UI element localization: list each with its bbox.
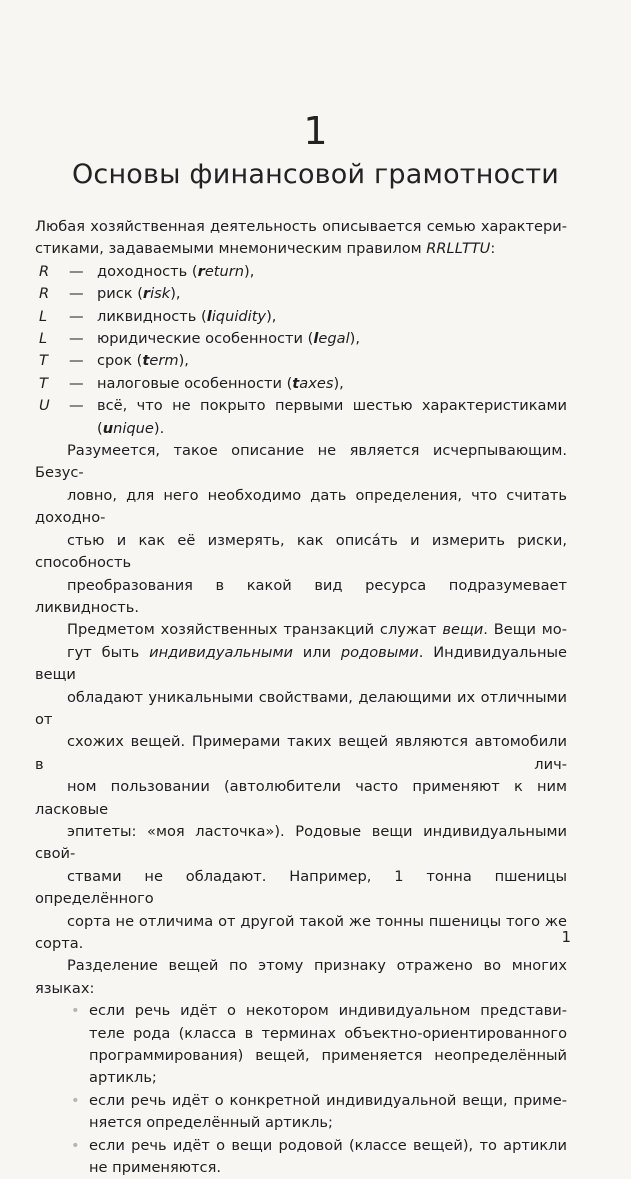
text-line: стиками, задаваемыми мнемоническим правилом RRLLTTU: <box>35 240 496 258</box>
text-line: ловно, для него необходимо дать определения, что считать доходно- <box>35 486 567 527</box>
text-line: Любая хозяйственная деятельность описывается семью характери- <box>35 218 567 235</box>
mnemonic-rule: RRLLTTU <box>426 240 491 258</box>
intro-paragraph <box>35 216 567 261</box>
text-line: ном пользовании (автолюбители часто применяют к ним ласковые <box>35 778 567 818</box>
list-item: • если речь идёт о конкретной индивидуальной вещи, приме- няется определённый артикль; <box>35 1090 567 1135</box>
text-line: обладают уникальными свойствами, делающими их отличными от <box>35 688 567 728</box>
page-body <box>35 216 567 1179</box>
bullet-icon: • <box>71 1136 80 1154</box>
text-line: стью и как её измерять, как описáть и измерить риски, способность <box>35 531 567 572</box>
mnemonic-list <box>35 261 567 440</box>
text-line: схожих вещей. Примерами таких вещей являются автомобили в лич- <box>35 733 567 773</box>
text-line: Разделение вещей по этому признаку отражено во многих языках: <box>35 957 567 997</box>
text-line: ствами не обладают. Например, 1 тонна пшеницы определённого <box>35 867 567 908</box>
bullet-icon: • <box>71 1091 80 1109</box>
text-line: эпитеты: «моя ласточка»). Родовые вещи индивидуальными свой- <box>35 822 567 863</box>
list-item: T — срок (term), <box>39 352 189 370</box>
list-item: • если речь идёт о вещи родовой (классе вещей), то артикли не применяются. <box>35 1135 567 1179</box>
list-item: R — риск (risk), <box>39 285 181 303</box>
text-line: сорта не отличима от другой такой же тонны пшеницы того же сорта. <box>35 912 567 952</box>
list-item: R — доходность (return), <box>39 262 255 280</box>
page-number: 1 <box>561 928 571 946</box>
paragraph-description <box>35 440 567 619</box>
list-item: L — ликвидность (liquidity), <box>39 307 277 325</box>
text-line: гут быть индивидуальными или родовыми. Индивидуальные вещи <box>35 643 567 684</box>
list-item: T — налоговые особенности (taxes), <box>39 374 344 392</box>
chapter-title: Основы финансовой грамотности <box>71 159 560 190</box>
text-line: Предметом хозяйственных транзакций служат вещи. Вещи мо- <box>67 621 567 639</box>
bullet-icon: • <box>71 1002 80 1020</box>
text-line: Разумеется, такое описание не является исчерпывающим. Безус- <box>35 442 567 482</box>
list-item: U — всё, что не покрыто первыми шестью характеристиками (unique). <box>39 397 567 437</box>
text-line: преобразования в какой вид ресурса подразумевает ликвидность. <box>35 576 567 616</box>
chapter-number: 1 <box>303 109 328 153</box>
paragraph-things <box>35 619 567 1000</box>
articles-list <box>35 1000 567 1179</box>
list-item: • если речь идёт о некотором индивидуальном представи- теле рода (класса в терминах объектно-ориентированного программирования) вещей, применяется неопределённый артикль; <box>35 1000 567 1090</box>
list-item: L — юридические особенности (legal), <box>39 330 360 348</box>
